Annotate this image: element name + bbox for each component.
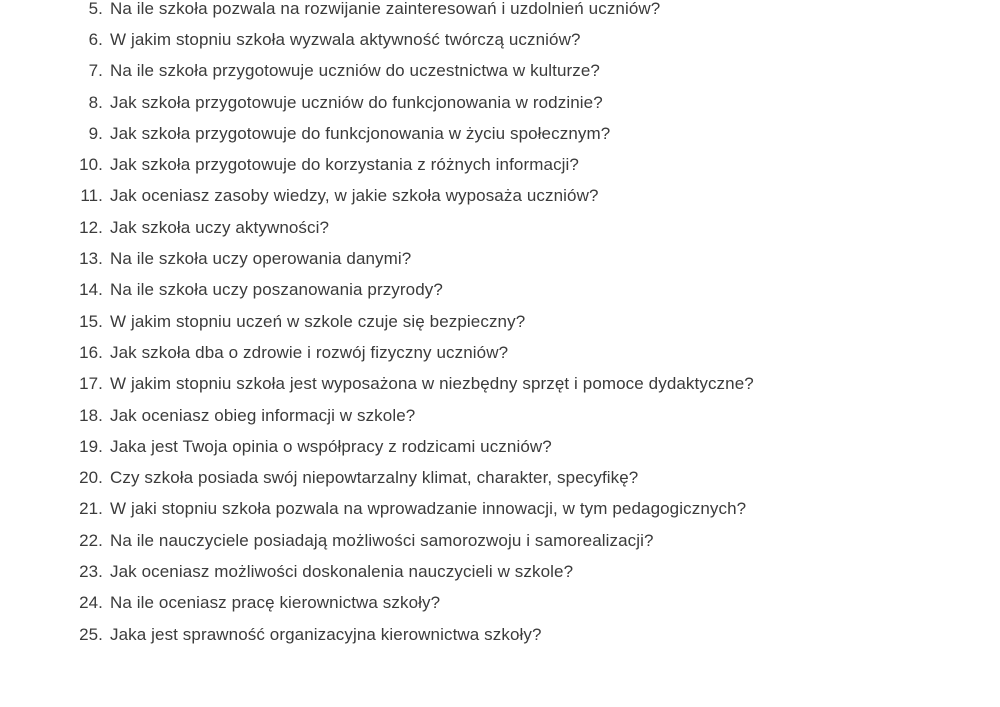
question-text: Na ile nauczyciele posiadają możliwości samorozwoju i samorealizacji? bbox=[110, 530, 654, 550]
list-item bbox=[0, 400, 1000, 431]
question-number: 6. bbox=[88, 29, 103, 49]
list-item bbox=[0, 462, 1000, 493]
list-item bbox=[0, 181, 1000, 212]
list-item bbox=[0, 556, 1000, 587]
question-number: 17. bbox=[79, 374, 103, 394]
question-number: 19. bbox=[79, 436, 103, 456]
question-text: W jakim stopniu szkoła jest wyposażona w niezbędny sprzęt i pomoce dydaktyczne? bbox=[110, 374, 754, 394]
question-number: 21. bbox=[79, 499, 103, 519]
list-item bbox=[0, 118, 1000, 149]
question-number: 25. bbox=[79, 624, 103, 644]
list-item bbox=[0, 337, 1000, 368]
list-item bbox=[0, 431, 1000, 462]
question-text: W jakim stopniu uczeń w szkole czuje się bezpieczny? bbox=[110, 311, 526, 331]
question-number: 11. bbox=[80, 186, 103, 206]
question-text: Na ile szkoła przygotowuje uczniów do uczestnictwa w kulturze? bbox=[110, 61, 600, 81]
list-item bbox=[0, 24, 1000, 55]
question-number: 23. bbox=[79, 561, 103, 581]
list-item bbox=[0, 525, 1000, 556]
question-text: Jaka jest Twoja opinia o współpracy z rodzicami uczniów? bbox=[110, 436, 552, 456]
question-number: 7. bbox=[88, 61, 103, 81]
list-item bbox=[0, 149, 1000, 180]
question-number: 5. bbox=[88, 0, 103, 18]
question-text: Jak oceniasz możliwości doskonalenia nauczycieli w szkole? bbox=[110, 561, 574, 581]
list-item bbox=[0, 588, 1000, 619]
question-number: 10. bbox=[79, 155, 103, 175]
question-text: Jak szkoła przygotowuje do funkcjonowania w życiu społecznym? bbox=[110, 123, 611, 143]
list-item bbox=[0, 369, 1000, 400]
question-text: Czy szkoła posiada swój niepowtarzalny klimat, charakter, specyfikę? bbox=[110, 468, 639, 488]
question-text: Na ile szkoła uczy poszanowania przyrody? bbox=[110, 280, 443, 300]
question-number: 22. bbox=[79, 530, 103, 550]
list-item bbox=[0, 243, 1000, 274]
question-number: 12. bbox=[79, 217, 103, 237]
question-text: Jak szkoła przygotowuje do korzystania z różnych informacji? bbox=[110, 155, 579, 175]
question-text: Na ile oceniasz pracę kierownictwa szkoły? bbox=[110, 593, 441, 613]
question-number: 13. bbox=[79, 249, 103, 269]
question-text: Jak szkoła dba o zdrowie i rozwój fizyczny uczniów? bbox=[110, 342, 509, 362]
list-item bbox=[0, 87, 1000, 118]
list-item bbox=[0, 212, 1000, 243]
question-text: Jak szkoła przygotowuje uczniów do funkcjonowania w rodzinie? bbox=[110, 92, 603, 112]
question-number: 18. bbox=[79, 405, 103, 425]
question-text: W jakim stopniu szkoła wyzwala aktywność twórczą uczniów? bbox=[110, 29, 581, 49]
list-item bbox=[0, 306, 1000, 337]
question-number: 9. bbox=[88, 123, 103, 143]
question-text: W jaki stopniu szkoła pozwala na wprowadzanie innowacji, w tym pedagogicznych? bbox=[110, 499, 747, 519]
question-number: 16. bbox=[79, 342, 103, 362]
question-number: 8. bbox=[88, 92, 103, 112]
question-number: 15. bbox=[79, 311, 103, 331]
question-text: Jak szkoła uczy aktywności? bbox=[110, 217, 330, 237]
question-text: Na ile szkoła uczy operowania danymi? bbox=[110, 249, 412, 269]
question-text: Jak oceniasz zasoby wiedzy, w jakie szkoła wyposaża uczniów? bbox=[110, 186, 599, 206]
list-item bbox=[0, 619, 1000, 650]
question-text: Na ile szkoła pozwala na rozwijanie zainteresowań i uzdolnień uczniów? bbox=[110, 0, 661, 18]
question-number: 14. bbox=[79, 280, 103, 300]
question-text: Jaka jest sprawność organizacyjna kierownictwa szkoły? bbox=[110, 624, 542, 644]
list-item bbox=[0, 275, 1000, 306]
question-number: 24. bbox=[79, 593, 103, 613]
question-text: Jak oceniasz obieg informacji w szkole? bbox=[110, 405, 416, 425]
list-item bbox=[0, 0, 1000, 24]
list-item bbox=[0, 56, 1000, 87]
question-number: 20. bbox=[79, 468, 103, 488]
list-item bbox=[0, 494, 1000, 525]
